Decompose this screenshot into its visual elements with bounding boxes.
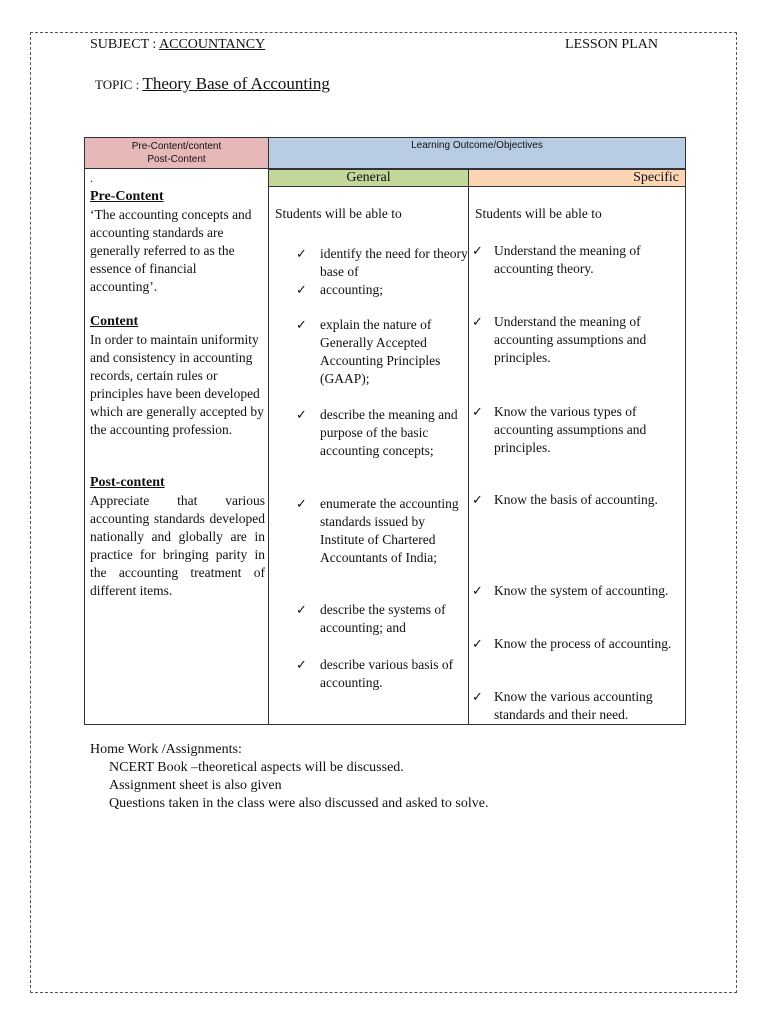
check-icon: ✓ (296, 496, 307, 511)
check-icon: ✓ (296, 246, 307, 261)
check-icon: ✓ (296, 282, 307, 297)
general-item: ✓ describe the meaning and purpose of the basic accounting concepts; (296, 407, 458, 458)
lesson-plan-label: LESSON PLAN (565, 37, 658, 52)
homework-line: Questions taken in the class were also discussed and asked to solve. (109, 796, 489, 811)
check-icon: ✓ (472, 243, 483, 258)
topic-line (95, 74, 330, 94)
subheader-specific: Specific (468, 169, 686, 187)
general-item: ✓ identify the need for theory base of (296, 246, 468, 279)
general-item: ✓ enumerate the accounting standards issued by Institute of Chartered Accountants of India; (296, 496, 459, 565)
content-title: Content (90, 314, 139, 329)
general-item: ✓ describe various basis of accounting. (296, 657, 454, 690)
homework-line: Assignment sheet is also given (109, 778, 282, 793)
subheader-general: General (268, 169, 469, 187)
specific-item: ✓ Know the various accounting standards and their need. (472, 689, 653, 722)
check-icon: ✓ (296, 407, 307, 422)
specific-intro: Students will be able to (475, 206, 602, 221)
topic-value: Theory Base of Accounting (142, 74, 330, 93)
col-header-objectives: Learning Outcome/Objectives (268, 137, 686, 169)
specific-item: ✓ Understand the meaning of accounting assumptions and principles. (472, 314, 647, 365)
col-header-content-line1: Pre-Content/content (131, 141, 222, 152)
col-header-content-line2: Post-Content (147, 154, 206, 165)
check-icon: ✓ (472, 636, 483, 651)
content-section (90, 313, 265, 439)
homework-line: NCERT Book –theoretical aspects will be discussed. (109, 760, 404, 775)
stray-dot: . (90, 171, 93, 185)
check-icon: ✓ (472, 314, 483, 329)
check-icon: ✓ (472, 492, 483, 507)
specific-item: ✓ Know the process of accounting. (472, 636, 672, 651)
check-icon: ✓ (296, 657, 307, 672)
homework-title: Home Work /Assignments: (90, 742, 242, 757)
subject-line (90, 37, 265, 53)
homework-section (90, 741, 488, 813)
check-icon: ✓ (472, 583, 483, 598)
general-item: ✓ explain the nature of Generally Accepted Accounting Principles (GAAP); (296, 317, 441, 386)
general-item: ✓ accounting; (296, 282, 383, 297)
post-content-text: Appreciate that various accounting standards developed nationally and globally are in practice for bringing parity in the accounting treatment of different items. (90, 493, 265, 598)
pre-content-text: ‘The accounting concepts and accounting standards are generally referred to as the essence of financial accounting’. (90, 207, 252, 294)
general-item: ✓ describe the systems of accounting; and (296, 602, 446, 635)
general-column (268, 186, 469, 725)
post-content-title: Post-content (90, 475, 165, 490)
topic-label: TOPIC : (95, 77, 140, 92)
subject-value: ACCOUNTANCY (159, 37, 266, 52)
specific-column (468, 186, 686, 725)
col-header-content (84, 137, 269, 169)
check-icon: ✓ (296, 317, 307, 332)
specific-item: ✓ Understand the meaning of accounting theory. (472, 243, 641, 276)
post-content-section (90, 474, 265, 600)
check-icon: ✓ (296, 602, 307, 617)
check-icon: ✓ (472, 689, 483, 704)
pre-content-title: Pre-Content (90, 189, 164, 204)
subject-label: SUBJECT : (90, 37, 157, 52)
general-intro: Students will be able to (275, 206, 402, 221)
specific-item: ✓ Know the basis of accounting. (472, 492, 658, 507)
check-icon: ✓ (472, 404, 483, 419)
pre-content-section (90, 188, 265, 296)
specific-item: ✓ Know the various types of accounting assumptions and principles. (472, 404, 647, 455)
content-column (84, 168, 269, 725)
content-text: In order to maintain uniformity and consistency in accounting records, certain rules or principles have been developed which are generally accepted by the accounting profession. (90, 332, 264, 437)
specific-item: ✓ Know the system of accounting. (472, 583, 669, 598)
lesson-table (84, 137, 686, 725)
